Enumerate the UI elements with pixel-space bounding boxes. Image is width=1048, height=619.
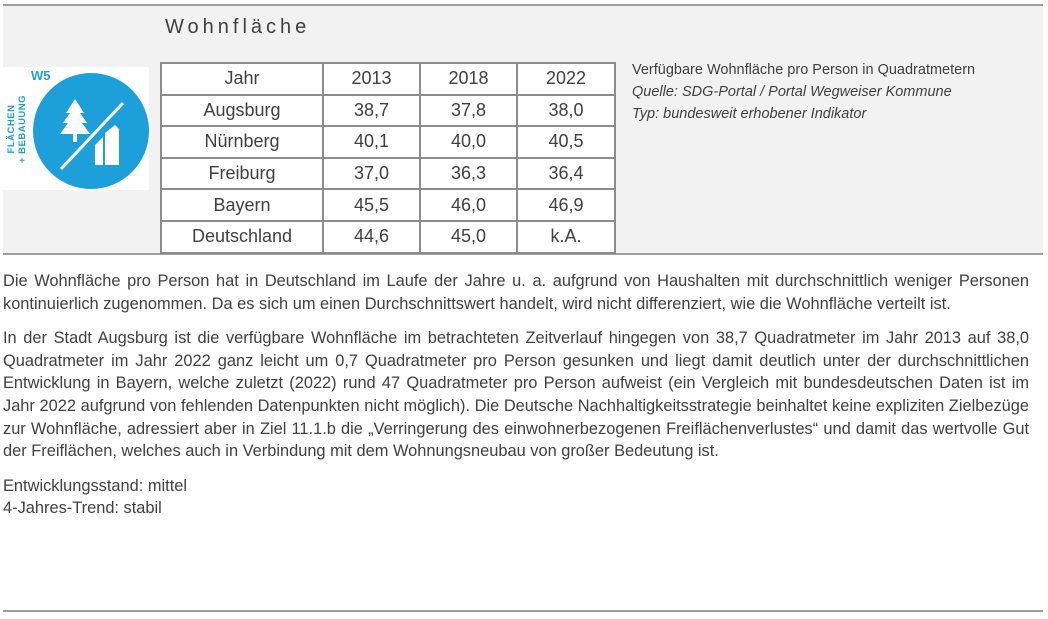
table-header-row [161, 63, 615, 95]
table-cell: 44,6 [323, 221, 420, 253]
source-line: Quelle: SDG-Portal / Portal Wegweiser Kommune [632, 84, 952, 100]
type-line: Typ: bundesweit erhobener Indikator [632, 106, 867, 122]
table-header-cell: 2018 [420, 63, 517, 95]
table-row [161, 189, 615, 221]
indicator-description: Verfügbare Wohnfläche pro Person in Quadratmetern [632, 62, 976, 78]
table-row [161, 221, 615, 253]
table-cell: 36,4 [517, 158, 615, 190]
logo-category-line2: + BEBAUUNG [17, 94, 28, 164]
indicator-logo [3, 67, 149, 190]
table-cell: Deutschland [161, 221, 323, 253]
table-cell: Freiburg [161, 158, 323, 190]
table-row [161, 126, 615, 158]
table-header-cell: Jahr [161, 63, 323, 95]
development-status: Entwicklungsstand: mittel [3, 476, 188, 495]
logo-code: W5 [31, 68, 51, 83]
table-cell: 46,0 [420, 189, 517, 221]
body-paragraph: In der Stadt Augsburg ist die verfügbare Wohnfläche im betrachteten Zeitverlauf hingegen von 38,7 Quadratmeter im Jahr 2013 auf 38,0 Quadratmeter im Jahr 2022 ganz leicht um 0,7 Quadratmeter pro Person gesunken und liegt damit deutlich unter der durchschnittlichen Entwicklung in Bayern, welche zuletzt (2022) rund 47 Quadratmeter pro Person aufweist (ein Vergleich mit bundesdeutschen Daten ist im Jahr 2022 aufgrund von fehlenden Datenpunkten nicht möglich). Die Deutsche Nachhaltigkeitsstrategie beinhaltet keine expliziten Zielbezüge zur Wohnfläche, adressiert aber in Ziel 11.1.b die „Verringerung des einwohnerbezogenen Freiflächenverlustes“ und damit das wertvolle Gut der Freiflächen, welches auch in Verbindung mit dem Wohnungsneubau von großer Bedeutung ist. [3, 329, 1029, 461]
section-title: Wohnfläche [165, 16, 311, 38]
table-cell: 40,5 [517, 126, 615, 158]
table-cell: 37,8 [420, 95, 517, 127]
logo-circle [33, 73, 149, 189]
logo-category-line1: FLÄCHEN [6, 104, 17, 154]
table-header-cell: 2022 [517, 63, 615, 95]
table-cell: 40,0 [420, 126, 517, 158]
table-cell: Nürnberg [161, 126, 323, 158]
body-paragraph: Die Wohnfläche pro Person hat in Deutschland im Laufe der Jahre u. a. aufgrund von Haushalten mit durchschnittlich weniger Personen kontinuierlich zugenommen. Da es sich um einen Durchschnittswert handelt, wird nicht differenziert, wie die Wohnfläche verteilt ist. [3, 272, 1029, 313]
table-row [161, 95, 615, 127]
table-row [161, 158, 615, 190]
table-cell: k.A. [517, 221, 615, 253]
tree-and-buildings-icon [3, 67, 149, 190]
table-cell: 38,7 [323, 95, 420, 127]
table-cell: 37,0 [323, 158, 420, 190]
table-header-cell: 2013 [323, 63, 420, 95]
table-cell: 40,1 [323, 126, 420, 158]
table-cell: Augsburg [161, 95, 323, 127]
table-cell: 45,5 [323, 189, 420, 221]
trend-status: 4-Jahres-Trend: stabil [3, 499, 162, 518]
indicator-source-block [632, 59, 975, 125]
table-cell: 38,0 [517, 95, 615, 127]
table-cell: 45,0 [420, 221, 517, 253]
table-cell: 46,9 [517, 189, 615, 221]
table-cell: 36,3 [420, 158, 517, 190]
body-text [3, 270, 1029, 520]
bottom-divider [3, 610, 1043, 612]
table-cell: Bayern [161, 189, 323, 221]
data-table [160, 62, 616, 254]
